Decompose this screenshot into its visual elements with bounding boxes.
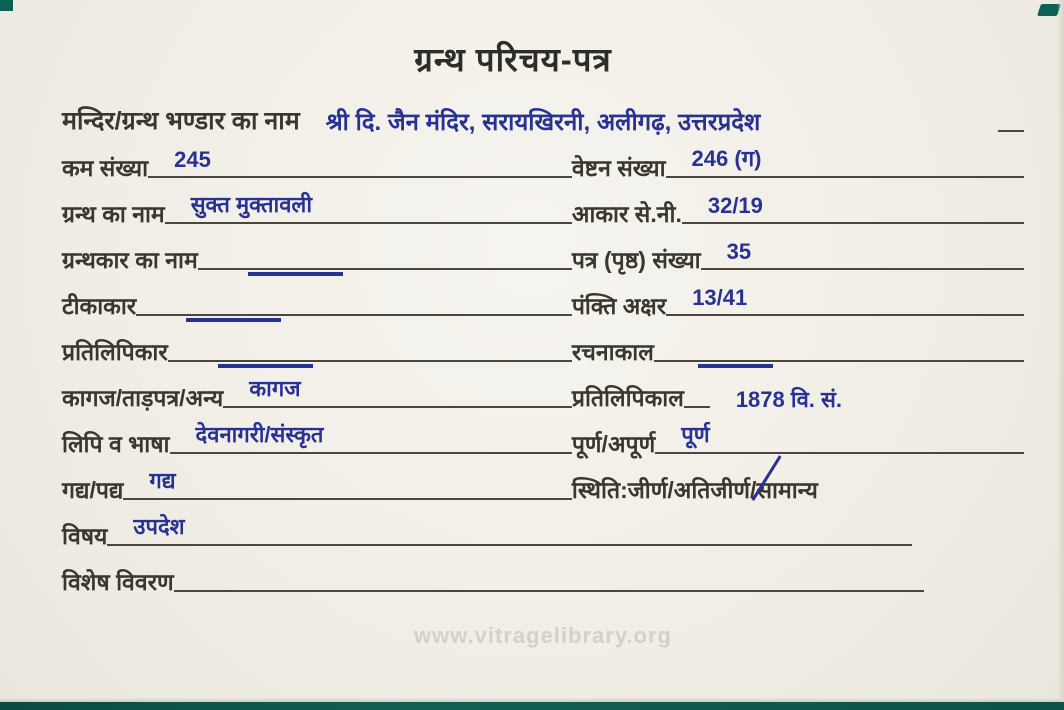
field-copyist bbox=[62, 325, 572, 371]
scan-corner-mark-top-left bbox=[0, 0, 13, 11]
field-label: पंक्ति अक्षर bbox=[571, 293, 667, 319]
field-subject bbox=[62, 509, 1024, 555]
blank-entry-mark bbox=[248, 272, 343, 276]
field-label: आकार से.नी. bbox=[571, 201, 682, 227]
field-special-details bbox=[62, 555, 1024, 601]
ruled-line bbox=[198, 268, 572, 270]
field-leaf-page-count bbox=[572, 233, 1024, 279]
field-value: पूर्ण bbox=[681, 422, 710, 447]
field-prose-verse bbox=[62, 463, 572, 509]
form-row bbox=[62, 509, 1024, 555]
ruled-line bbox=[655, 419, 1024, 454]
scan-edge-right bbox=[1057, 0, 1064, 710]
form-row bbox=[62, 325, 1024, 371]
blank-entry-mark bbox=[186, 318, 281, 322]
ruled-line bbox=[165, 189, 572, 224]
blank-entry-mark bbox=[698, 364, 773, 368]
field-label: टीकाकार bbox=[62, 293, 137, 319]
ruled-line bbox=[148, 147, 572, 178]
field-lines-letters bbox=[572, 279, 1024, 325]
form-row bbox=[62, 279, 1024, 325]
field-label: वेष्टन संख्या bbox=[571, 155, 666, 181]
form-row bbox=[62, 555, 1024, 601]
ruled-line bbox=[682, 193, 1024, 224]
field-value: 1878 वि. सं. bbox=[735, 387, 843, 412]
field-serial-number bbox=[62, 141, 572, 187]
field-granth-name bbox=[62, 187, 572, 233]
field-bundle-number bbox=[572, 141, 1024, 187]
field-complete-incomplete bbox=[572, 417, 1024, 463]
field-value: गद्य bbox=[149, 468, 176, 493]
blank-entry-mark bbox=[218, 364, 313, 368]
watermark: www.vitragelibrary.org bbox=[414, 623, 672, 648]
ruled-line bbox=[136, 314, 572, 316]
page-title: ग्रन्थ परिचय-पत्र bbox=[414, 41, 612, 78]
field-value: 245 bbox=[174, 147, 211, 172]
ruled-line bbox=[107, 511, 912, 546]
ruled-line bbox=[170, 419, 572, 454]
field-value: 32/19 bbox=[707, 193, 763, 218]
ruled-line bbox=[666, 285, 1024, 316]
ruled-line bbox=[174, 590, 924, 592]
form-row bbox=[62, 417, 1024, 463]
field-label: विषय bbox=[62, 523, 108, 549]
form-row bbox=[62, 187, 1024, 233]
ruled-line bbox=[654, 360, 1024, 362]
field-value: 13/41 bbox=[692, 285, 748, 310]
field-commentator bbox=[62, 279, 572, 325]
scan-edge-bottom bbox=[0, 702, 1064, 710]
form-row bbox=[62, 233, 1024, 279]
condition-options: स्थिति:जीर्ण/अतिजीर्ण/ bbox=[571, 477, 757, 503]
field-value: सुक्त मुक्तावली bbox=[190, 192, 313, 217]
condition-selected: सामान्य bbox=[756, 477, 818, 503]
field-label: लिपि व भाषा bbox=[62, 431, 170, 457]
form-row bbox=[62, 371, 1024, 417]
field-label: ग्रन्थ का नाम bbox=[62, 201, 165, 227]
field-label bbox=[572, 473, 818, 509]
field-size-cm bbox=[572, 187, 1024, 233]
field-value: कागज bbox=[249, 376, 301, 401]
field-value: देवनागरी/संस्कृत bbox=[195, 422, 324, 447]
field-label: रचनाकाल bbox=[571, 339, 654, 365]
field-value: 246 (ग) bbox=[691, 146, 762, 171]
field-label: पूर्ण/अपूर्ण bbox=[571, 431, 656, 457]
ruled-line bbox=[223, 373, 572, 408]
field-label: विशेष विवरण bbox=[62, 569, 174, 595]
field-label: प्रतिलिपिकार bbox=[62, 339, 168, 365]
field-script-language bbox=[62, 417, 572, 463]
field-label: कम संख्या bbox=[62, 155, 149, 181]
ruled-line bbox=[998, 130, 1024, 132]
field-author-name bbox=[62, 233, 572, 279]
form-row bbox=[62, 463, 1024, 509]
ruled-line bbox=[666, 143, 1024, 178]
ruled-line bbox=[701, 239, 1024, 270]
field-copy-date bbox=[572, 371, 1024, 417]
field-value: उपदेश bbox=[133, 514, 185, 539]
ruled-line bbox=[684, 406, 710, 408]
field-material bbox=[62, 371, 572, 417]
field-label: कागज/ताड़पत्र/अन्य bbox=[62, 385, 224, 411]
field-composition-date bbox=[572, 325, 1024, 371]
field-value: श्री दि. जैन मंदिर, सरायखिरनी, अलीगढ़, उत्तरप्रदेश bbox=[325, 109, 761, 136]
ruled-line bbox=[168, 360, 572, 362]
field-label: प्रतिलिपिकाल bbox=[571, 385, 684, 411]
field-condition bbox=[572, 463, 1024, 509]
field-temple-name bbox=[62, 89, 1024, 141]
form-row bbox=[62, 141, 1024, 187]
field-label: पत्र (पृष्ठ) संख्या bbox=[571, 247, 701, 273]
field-label: मन्दिर/ग्रन्थ भण्डार का नाम bbox=[62, 107, 300, 135]
field-label: ग्रन्थकार का नाम bbox=[62, 247, 198, 273]
field-label: गद्य/पद्य bbox=[62, 477, 124, 503]
field-value: 35 bbox=[726, 239, 752, 264]
ruled-line bbox=[123, 465, 571, 500]
